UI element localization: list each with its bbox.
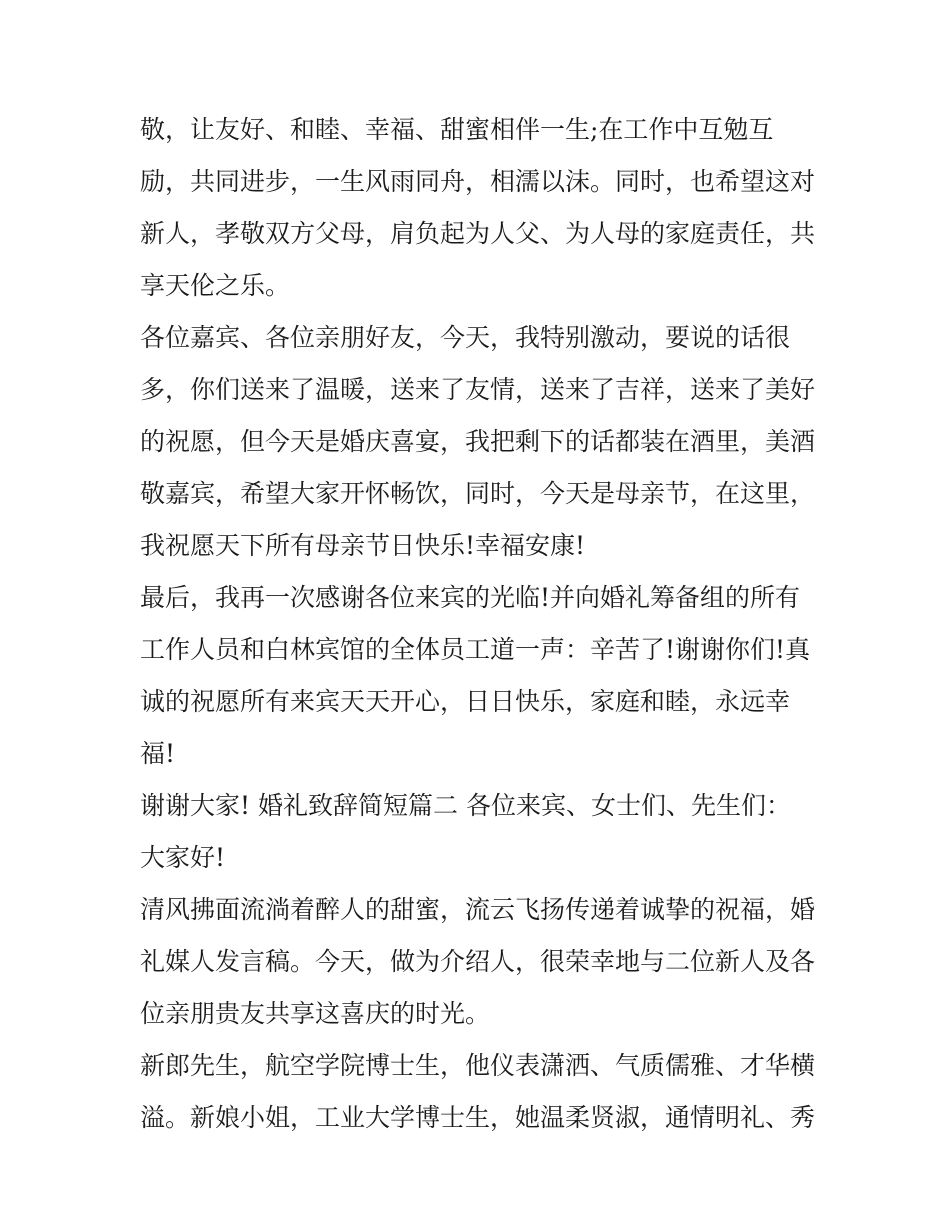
text-line: 敬嘉宾，希望大家开怀畅饮，同时，今天是母亲节，在这里， (140, 479, 816, 508)
text-line: 大家好! (140, 843, 226, 872)
text-line: 工作人员和白林宾馆的全体员工道一声：辛苦了!谢谢你们!真 (140, 635, 811, 664)
text-line: 励，共同进步，一生风雨同舟，相濡以沫。同时，也希望这对 (140, 167, 816, 196)
text-line: 多，你们送来了温暖，送来了友情，送来了吉祥，送来了美好 (140, 375, 816, 404)
text-line: 诚的祝愿所有来宾天天开心，日日快乐，家庭和睦，永远幸 (140, 687, 791, 716)
text-line: 位亲朋贵友共享这喜庆的时光。 (140, 999, 491, 1028)
text-line: 谢谢大家! 婚礼致辞简短篇二 各位来宾、女士们、先生们： (140, 791, 791, 820)
text-line: 新郎先生，航空学院博士生，他仪表潇洒、气质儒雅、才华横 (140, 1051, 816, 1080)
text-line: 福! (140, 739, 176, 768)
body-text (140, 104, 820, 1144)
text-line: 敬，让友好、和睦、幸福、甜蜜相伴一生;在工作中互勉互 (140, 115, 774, 144)
text-line: 最后，我再一次感谢各位来宾的光临!并向婚礼筹备组的所有 (140, 583, 801, 612)
text-line: 清风拂面流淌着醉人的甜蜜，流云飞扬传递着诚挚的祝福，婚 (140, 895, 816, 924)
text-line: 享天伦之乐。 (140, 271, 291, 300)
text-line: 溢。新娘小姐，工业大学博士生，她温柔贤淑，通情明礼、秀 (140, 1103, 816, 1132)
text-line: 我祝愿天下所有母亲节日快乐!幸福安康! (140, 531, 586, 560)
text-line: 礼媒人发言稿。今天，做为介绍人，很荣幸地与二位新人及各 (140, 947, 816, 976)
text-line: 各位嘉宾、各位亲朋好友，今天，我特别激动，要说的话很 (140, 323, 791, 352)
text-line: 新人，孝敬双方父母，肩负起为人父、为人母的家庭责任，共 (140, 219, 816, 248)
text-line: 的祝愿，但今天是婚庆喜宴，我把剩下的话都装在酒里，美酒 (140, 427, 816, 456)
